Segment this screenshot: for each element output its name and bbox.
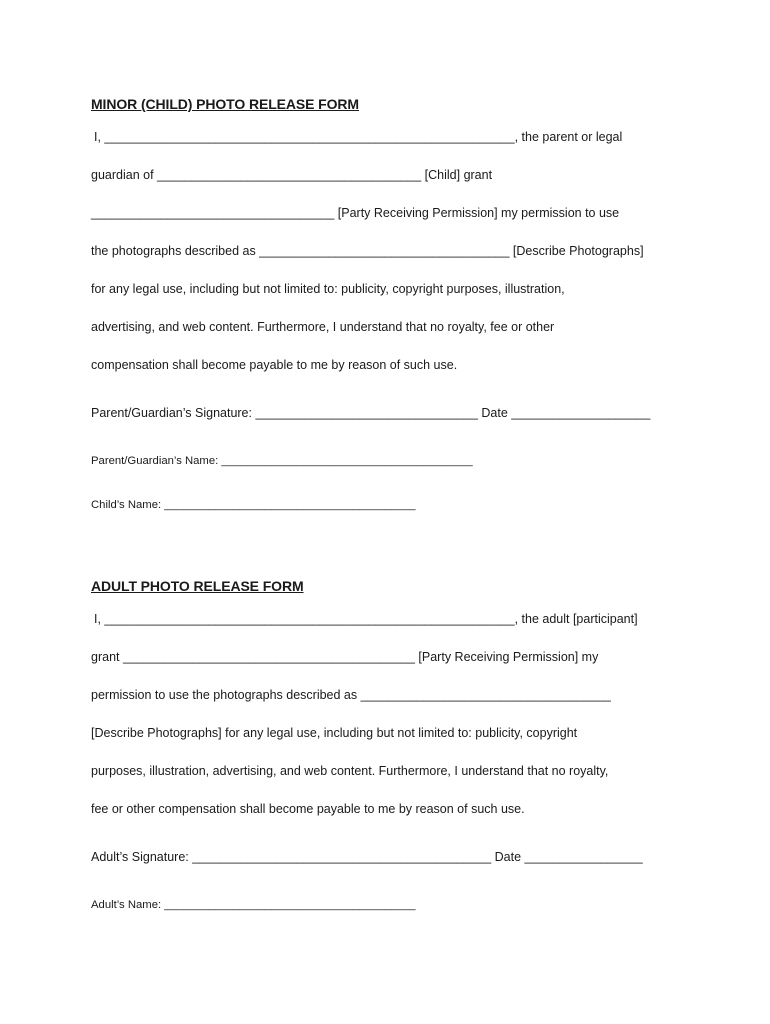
minor-line-2: guardian of ______________________________________ [Child] grant xyxy=(91,168,493,182)
adult-line-4: [Describe Photographs] for any legal use, including but not limited to: publicity, copyright xyxy=(91,726,578,740)
adult-line-2: grant __________________________________________ [Party Receiving Permission] my xyxy=(91,650,599,664)
minor-line-1: I, ___________________________________________________________, the parent or legal xyxy=(94,130,623,144)
adult-name-field: Adult’s Name: ________________________________________ xyxy=(91,899,416,911)
guardian-name-field: Parent/Guardian’s Name: ________________________________________ xyxy=(91,455,473,467)
minor-line-7: compensation shall become payable to me by reason of such use. xyxy=(91,358,458,372)
guardian-signature-field: Parent/Guardian’s Signature: ________________________________ Date ____________________ xyxy=(91,406,651,420)
adult-line-1: I, ___________________________________________________________, the adult [participant] xyxy=(94,612,638,626)
adult-line-3: permission to use the photographs described as ____________________________________ xyxy=(91,688,611,702)
child-name-field: Child’s Name: ________________________________________ xyxy=(91,499,416,511)
adult-signature-field: Adult’s Signature: ___________________________________________ Date _________________ xyxy=(91,850,643,864)
minor-form-title: MINOR (CHILD) PHOTO RELEASE FORM xyxy=(91,96,359,112)
adult-line-6: fee or other compensation shall become payable to me by reason of such use. xyxy=(91,802,525,816)
adult-form-title: ADULT PHOTO RELEASE FORM xyxy=(91,578,304,594)
minor-line-3: ___________________________________ [Party Receiving Permission] my permission to use xyxy=(91,206,620,220)
adult-line-5: purposes, illustration, advertising, and web content. Furthermore, I understand that no royalty, xyxy=(91,764,609,778)
minor-line-6: advertising, and web content. Furthermore, I understand that no royalty, fee or other xyxy=(91,320,555,334)
minor-line-5: for any legal use, including but not limited to: publicity, copyright purposes, illustration, xyxy=(91,282,565,296)
minor-line-4: the photographs described as ____________________________________ [Describe Photographs] xyxy=(91,244,644,258)
